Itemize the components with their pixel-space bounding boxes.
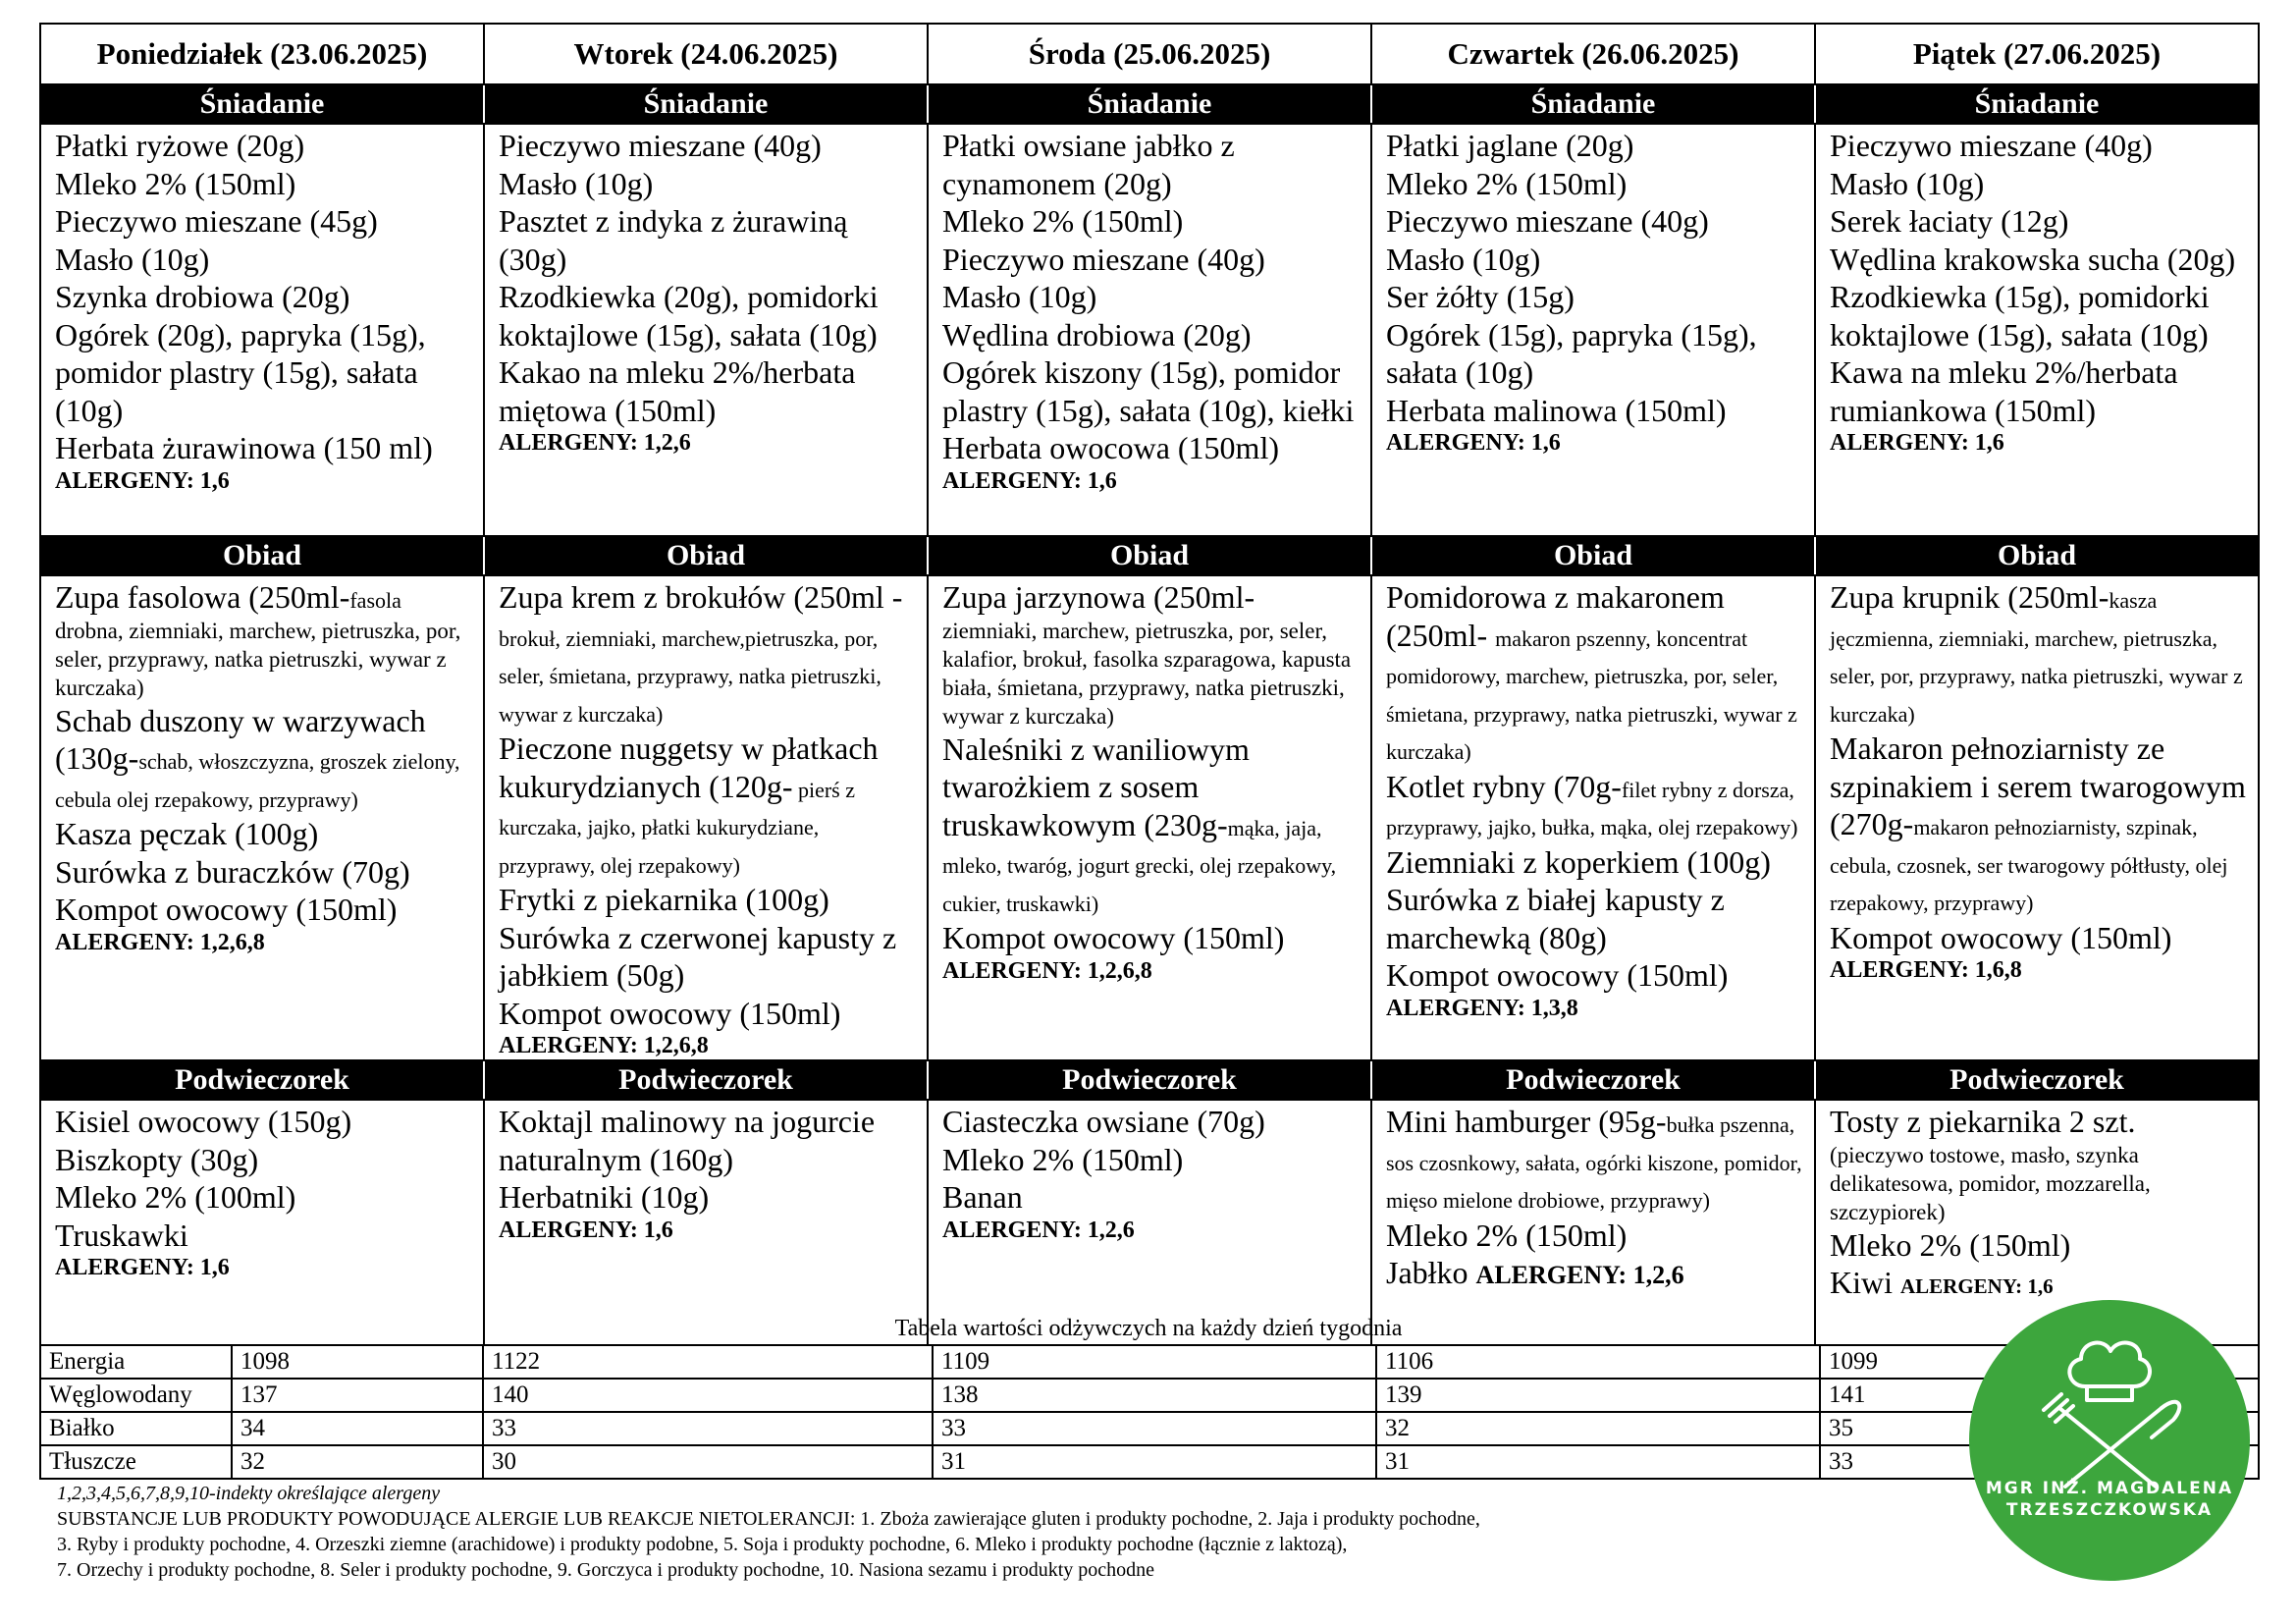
menu-item: Mleko 2% (150ml) — [1386, 165, 1628, 201]
allergen-list-line: SUBSTANCJE LUB PRODUKTY POWODUJĄCE ALERGIE LUB REAKCJE NIETOLERANCJI: 1. Zboża zawierające gluten i produkty pochodne, 2. Jaja i produkty pochodne, — [57, 1508, 1480, 1530]
nutrition-value: 34 — [232, 1412, 483, 1445]
section-label-snack: Podwieczorek — [1815, 1060, 2259, 1100]
menu-item: Biszkopty (30g) — [55, 1141, 259, 1177]
nutrition-row-protein — [40, 1412, 2259, 1445]
nutrition-label: Tłuszcze — [40, 1445, 232, 1479]
section-label-lunch: Obiad — [484, 536, 928, 575]
menu-item: Ogórek (15g), papryka (15g), sałata (10g) — [1386, 316, 1757, 390]
menu-item: Rzodkiewka (15g), pomidorki koktajlowe (15g), sałata (10g) — [1830, 279, 2210, 352]
day-header-thu: Czwartek (26.06.2025) — [1371, 24, 1815, 84]
menu-item: Ser żółty (15g) — [1386, 279, 1575, 314]
menu-item — [1830, 1141, 2248, 1226]
dish-name: Makaron pełnoziarnisty ze szpinakiem i serem twarogowym (270g- — [1830, 731, 2246, 841]
nutrition-value: 1106 — [1376, 1345, 1820, 1379]
menu-item: Kompot owocowy (150ml) — [55, 892, 398, 927]
menu-item: Pieczywo mieszane (40g) — [499, 128, 822, 163]
menu-item — [499, 730, 917, 881]
logo-name-line: TRZESZCZKOWSKA — [2005, 1500, 2214, 1520]
dish-name: Zupa fasolowa (250ml- — [55, 579, 350, 615]
dish-ingredients: drobna, ziemniaki, marchew, pietruszka, por, seler, przyprawy, natka pietruszki, wywar z kurczaka) — [55, 618, 461, 700]
menu-item: Mleko 2% (150ml) — [1830, 1226, 2071, 1263]
menu-item: Kawa na mleku 2%/herbata rumiankowa (150ml) — [1830, 354, 2178, 428]
lunch-cell-mon — [40, 575, 484, 1060]
allergens-label: ALERGENY: 1,6 — [55, 467, 230, 494]
weekly-menu-table — [39, 23, 2260, 1346]
menu-item: Pieczywo mieszane (40g) — [942, 241, 1265, 277]
dish-ingredients: schab, włoszczyzna, groszek zielony, cebula olej rzepakowy, przyprawy) — [55, 749, 460, 812]
section-label-breakfast: Śniadanie — [40, 84, 484, 124]
dish-ingredients: mąka, jaja, mleko, twaróg, jogurt grecki, olej rzepakowy, cukier, truskawki) — [942, 815, 1337, 916]
dish-ingredients: ziemniaki, marchew, pietruszka, por, seler, kalafior, brokuł, fasolka szparagowa, kapusta biała, śmietana, przyprawy, natka pietruszki, wywar z kurczaka) — [942, 618, 1352, 729]
nutrition-value: 31 — [1376, 1445, 1820, 1479]
allergen-footnotes — [57, 1481, 2118, 1583]
allergens-label: ALERGENY: 1,6,8 — [1830, 957, 2022, 983]
menu-item: Kompot owocowy (150ml) — [499, 995, 841, 1031]
allergen-list-line: 3. Ryby i produkty pochodne, 4. Orzeszki ziemne (arachidowe) i produkty podobne, 5. Soja i produkty pochodne, 6. Mleko i produkty pochodne (łącznie z laktozą), — [57, 1534, 1348, 1555]
menu-item: Surówka z czerwonej kapusty z jabłkiem (50g) — [499, 919, 897, 993]
dish-name: Pieczone nuggetsy w płatkach kukurydzianych (120g- — [499, 731, 879, 804]
menu-item: Kompot owocowy (150ml) — [942, 920, 1285, 955]
menu-item: Banan — [942, 1179, 1023, 1215]
nutrition-value: 1099 — [1820, 1345, 2259, 1379]
menu-item: Płatki owsiane jabłko z cynamonem (20g) — [942, 128, 1235, 201]
menu-item: Mleko 2% (100ml) — [55, 1179, 296, 1215]
menu-item: Płatki ryżowe (20g) — [55, 128, 305, 163]
section-label-snack: Podwieczorek — [1371, 1060, 1815, 1100]
nutrition-value: 138 — [933, 1379, 1376, 1412]
dish-name: Mini hamburger (95g- — [1386, 1104, 1667, 1139]
menu-item: Masło (10g) — [1386, 241, 1541, 277]
section-label-snack: Podwieczorek — [928, 1060, 1371, 1100]
dish-ingredients: kasza jęczmienna, ziemniaki, marchew, pietruszka, seler, por, przyprawy, natka pietruszki, wywar z kurczaka) — [1830, 588, 2243, 727]
nutrition-value: 33 — [1820, 1445, 2259, 1479]
day-header-mon: Poniedziałek (23.06.2025) — [40, 24, 484, 84]
allergens-label: ALERGENY: 1,2,6 — [1475, 1261, 1684, 1289]
nutrition-row-fat — [40, 1445, 2259, 1479]
logo-name-line: MGR INŻ. MAGDALENA — [1985, 1479, 2234, 1498]
nutrition-label: Węglowodany — [40, 1379, 232, 1412]
snack-content-row — [40, 1100, 2259, 1345]
breakfast-cell-mon — [40, 124, 484, 536]
nutrition-label: Białko — [40, 1412, 232, 1445]
nutrition-value: 31 — [933, 1445, 1376, 1479]
nutrition-value: 139 — [1376, 1379, 1820, 1412]
menu-item: Tosty z piekarnika 2 szt. — [1830, 1104, 2136, 1139]
menu-item: Mleko 2% (150ml) — [942, 203, 1184, 239]
breakfast-header-row — [40, 84, 2259, 124]
menu-item — [1386, 1254, 1804, 1295]
nutrition-value: 30 — [483, 1445, 933, 1479]
nutrition-value: 140 — [483, 1379, 933, 1412]
breakfast-cell-tue — [484, 124, 928, 536]
section-label-breakfast: Śniadanie — [1371, 84, 1815, 124]
dish-ingredients: brokuł, ziemniaki, marchew,pietruszka, por, seler, śmietana, przyprawy, natka pietruszki, wywar z kurczaka) — [499, 625, 881, 727]
allergens-label: ALERGENY: 1,6 — [942, 467, 1117, 494]
menu-item — [1830, 730, 2248, 919]
menu-item: Truskawki — [55, 1217, 188, 1253]
nutrition-row-energy — [40, 1345, 2259, 1379]
dietitian-logo — [1969, 1300, 2250, 1581]
allergens-label: ALERGENY: 1,2,6,8 — [55, 929, 265, 955]
breakfast-content-row — [40, 124, 2259, 536]
menu-item: Kakao na mleku 2%/herbata miętowa (150ml) — [499, 354, 856, 428]
breakfast-cell-thu — [1371, 124, 1815, 536]
menu-item: Rzodkiewka (20g), pomidorki koktajlowe (15g), sałata (10g) — [499, 279, 879, 352]
allergens-label: ALERGENY: 1,6 — [55, 1255, 230, 1280]
menu-item: Mleko 2% (150ml) — [55, 165, 296, 201]
menu-item: Mleko 2% (150ml) — [1386, 1217, 1628, 1253]
menu-item: Surówka z białej kapusty z marchewką (80g) — [1386, 882, 1725, 955]
lunch-cell-wed — [928, 575, 1371, 1060]
menu-item: Kisiel owocowy (150g) — [55, 1104, 352, 1139]
nutrition-table — [39, 1344, 2260, 1480]
allergens-label: ALERGENY: 1,2,6 — [499, 430, 691, 456]
allergen-index-legend: 1,2,3,4,5,6,7,8,9,10-indekty określające alergeny — [57, 1483, 441, 1504]
allergens-label: ALERGENY: 1,6 — [1386, 430, 1561, 456]
menu-item: Herbata żurawinowa (150 ml) — [55, 430, 433, 465]
snack-cell-wed — [928, 1100, 1371, 1345]
section-label-lunch: Obiad — [40, 536, 484, 575]
menu-item: Surówka z buraczków (70g) — [55, 853, 410, 890]
section-label-lunch: Obiad — [1815, 536, 2259, 575]
day-header-wed: Środa (25.06.2025) — [928, 24, 1371, 84]
menu-item — [942, 731, 1361, 920]
menu-item: Mleko 2% (150ml) — [942, 1141, 1184, 1177]
snack-header-row — [40, 1060, 2259, 1100]
section-label-snack: Podwieczorek — [40, 1060, 484, 1100]
menu-item: Masło (10g) — [499, 165, 654, 201]
allergens-label: ALERGENY: 1,6 — [1830, 430, 2004, 456]
nutrition-value: 32 — [1376, 1412, 1820, 1445]
allergens-label: ALERGENY: 1,2,6,8 — [942, 957, 1152, 984]
menu-item: Ogórek kiszony (15g), pomidor plastry (15g), sałata (10g), kiełki — [942, 354, 1355, 428]
menu-item — [55, 578, 473, 702]
dish-ingredients: makaron pszenny, koncentrat pomidorowy, marchew, pietruszka, por, seler, śmietana, przyprawy, natka pietruszki, wywar z kurczaka) — [1386, 625, 1797, 764]
nutrition-value: 32 — [232, 1445, 483, 1479]
menu-item: Herbatniki (10g) — [499, 1179, 710, 1215]
menu-item: Kompot owocowy (150ml) — [1830, 919, 2172, 955]
section-label-lunch: Obiad — [1371, 536, 1815, 575]
nutrition-value: 33 — [933, 1412, 1376, 1445]
menu-item — [1386, 578, 1804, 768]
chef-fork-knife-icon — [1969, 1300, 2250, 1581]
dish-ingredients: fasola — [349, 588, 401, 613]
menu-item — [499, 578, 917, 730]
menu-item: Kompot owocowy (150ml) — [1386, 957, 1729, 993]
menu-item: Kasza pęczak (100g) — [55, 816, 319, 851]
menu-item: Herbata malinowa (150ml) — [1386, 392, 1727, 428]
dish-name: Kiwi — [1830, 1265, 1893, 1300]
menu-item: Ciasteczka owsiane (70g) — [942, 1104, 1265, 1139]
menu-item — [55, 739, 473, 815]
dish-name: Zupa jarzynowa (250ml- — [942, 579, 1255, 615]
snack-cell-thu — [1371, 1100, 1815, 1345]
dish-name: Jabłko — [1386, 1255, 1468, 1290]
menu-item: Koktajl malinowy na jogurcie naturalnym (160g) — [499, 1104, 876, 1177]
menu-item — [1386, 1103, 1804, 1217]
breakfast-cell-wed — [928, 124, 1371, 536]
dish-ingredients: (pieczywo tostowe, masło, szynka delikatesowa, pomidor, mozzarella, szczypiorek) — [1830, 1142, 2151, 1224]
menu-item: Serek łaciaty (12g) — [1830, 203, 2069, 239]
allergens-label: ALERGENY: 1,2,6,8 — [499, 1033, 709, 1058]
dish-ingredients: bułka pszenna, sos czosnkowy, sałata, ogórki kiszone, pomidor, mięso mielone drobiowe, przyprawy) — [1386, 1112, 1802, 1213]
dish-name: Naleśniki z waniliowym twarożkiem z sosem truskawkowym (230g- — [942, 731, 1250, 842]
menu-item: Wędlina krakowska sucha (20g) — [1830, 241, 2236, 277]
menu-item: Herbata owocowa (150ml) — [942, 430, 1279, 465]
dish-name: Zupa krem z brokułów (250ml - — [499, 579, 903, 615]
menu-item: Wędlina drobiowa (20g) — [942, 316, 1252, 352]
menu-item: Pieczywo mieszane (40g) — [1830, 128, 2153, 163]
dish-name: (130g- — [55, 740, 139, 776]
menu-item: Ogórek (20g), papryka (15g), pomidor plastry (15g), sałata (10g) — [55, 316, 426, 428]
nutrition-value: 141 — [1820, 1379, 2259, 1412]
menu-item: Płatki jaglane (20g) — [1386, 128, 1634, 163]
lunch-header-row — [40, 536, 2259, 575]
dish-ingredients: makaron pełnoziarnisty, szpinak, cebula, czosnek, ser twarogowy półtłusty, olej rzepakowy, przyprawy) — [1830, 815, 2228, 915]
dish-ingredients: pierś z kurczaka, jajko, płatki kukurydziane, przyprawy, olej rzepakowy) — [499, 777, 855, 878]
snack-cell-tue — [484, 1100, 928, 1345]
nutrition-value: 1109 — [933, 1345, 1376, 1379]
dish-name: Pomidorowa z makaronem (250ml- — [1386, 579, 1725, 653]
nutrition-row-carbs — [40, 1379, 2259, 1412]
menu-item: Schab duszony w warzywach — [55, 702, 426, 738]
section-label-breakfast: Śniadanie — [1815, 84, 2259, 124]
breakfast-cell-fri — [1815, 124, 2259, 536]
allergens-label: ALERGENY: 1,6 — [499, 1217, 673, 1243]
snack-cell-mon — [40, 1100, 484, 1345]
menu-item: Masło (10g) — [1830, 165, 1985, 201]
menu-item: Frytki z piekarnika (100g) — [499, 882, 829, 917]
menu-item: Pasztet z indyka z żurawiną (30g) — [499, 203, 848, 277]
dish-name: Zupa krupnik (250ml- — [1830, 579, 2109, 615]
section-label-snack: Podwieczorek — [484, 1060, 928, 1100]
menu-item — [1830, 1264, 2248, 1302]
nutrition-value: 137 — [232, 1379, 483, 1412]
nutrition-value: 1098 — [232, 1345, 483, 1379]
nutrition-value: 1122 — [483, 1345, 933, 1379]
menu-item: Pieczywo mieszane (40g) — [1386, 203, 1709, 239]
lunch-cell-fri — [1815, 575, 2259, 1060]
lunch-content-row — [40, 575, 2259, 1060]
menu-item: Masło (10g) — [55, 241, 210, 277]
allergens-label: ALERGENY: 1,3,8 — [1386, 995, 1578, 1021]
nutrition-value: 33 — [483, 1412, 933, 1445]
dish-name: Kotlet rybny (70g- — [1386, 768, 1622, 804]
menu-item — [1830, 578, 2248, 730]
nutrition-label: Energia — [40, 1345, 232, 1379]
section-label-breakfast: Śniadanie — [484, 84, 928, 124]
section-label-lunch: Obiad — [928, 536, 1371, 575]
allergens-label: ALERGENY: 1,2,6 — [942, 1217, 1135, 1243]
allergens-label: ALERGENY: 1,6 — [1900, 1274, 2054, 1298]
lunch-cell-thu — [1371, 575, 1815, 1060]
lunch-cell-tue — [484, 575, 928, 1060]
day-header-row — [40, 24, 2259, 84]
section-label-breakfast: Śniadanie — [928, 84, 1371, 124]
menu-item — [1386, 768, 1804, 843]
nutrition-value: 35 — [1820, 1412, 2259, 1445]
allergen-list-line: 7. Orzechy i produkty pochodne, 8. Seler i produkty pochodne, 9. Gorczyca i produkty pochodne, 10. Nasiona sezamu i produkty pochodne — [57, 1559, 1155, 1581]
nutrition-table-caption: Tabela wartości odżywczych na każdy dzień tygodnia — [894, 1316, 1403, 1341]
menu-item: Ziemniaki z koperkiem (100g) — [1386, 843, 1771, 880]
day-header-fri: Piątek (27.06.2025) — [1815, 24, 2259, 84]
menu-item — [942, 578, 1361, 731]
day-header-tue: Wtorek (24.06.2025) — [484, 24, 928, 84]
menu-item: Pieczywo mieszane (45g) — [55, 203, 378, 239]
menu-item: Szynka drobiowa (20g) — [55, 279, 350, 314]
dish-ingredients: filet rybny z dorsza, przyprawy, jajko, bułka, mąka, olej rzepakowy) — [1386, 777, 1798, 839]
menu-item: Masło (10g) — [942, 279, 1097, 314]
